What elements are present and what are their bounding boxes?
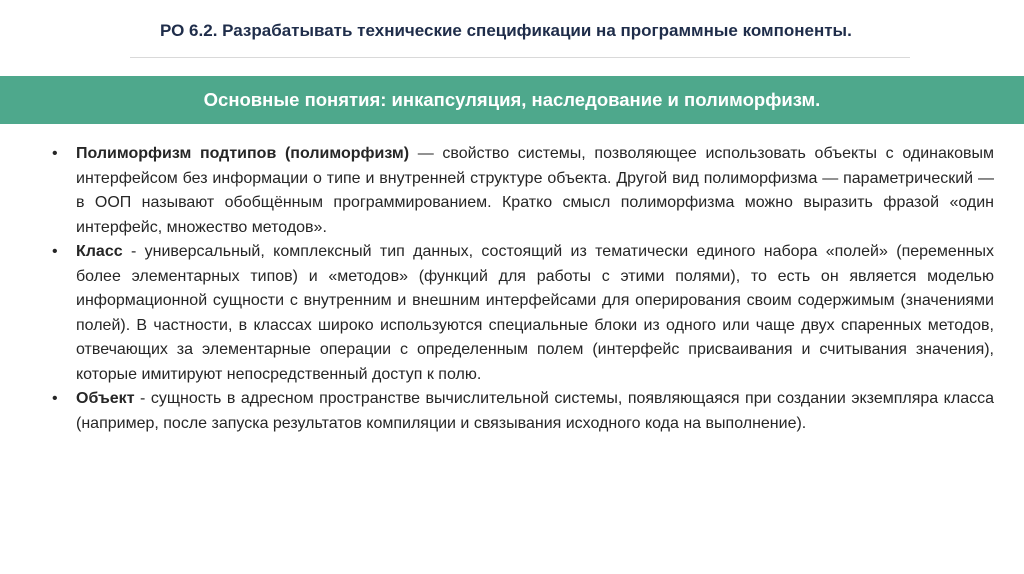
title-divider	[130, 57, 910, 58]
definition-class: - универсальный, комплексный тип данных, состоящий из тематически единого набора «полей» (переменных более элементарных типов) и «методов» (функций для работы с этими полями), то есть он является моделью информационной сущности с внутренним и внешним интерфейсами для оперирования своим содержимым (значениями полей). В частности, в классах широко используются специальные блоки из одного или чаще двух спаренных методов, отвечающих за элементарные операции с определенным полем (интерфейс присваивания и считывания значения), которые имитируют непосредственный доступ к полю.	[76, 243, 994, 383]
definition-polymorphism: — свойство системы, позволяющее использовать объекты с одинаковым интерфейсом без информации о типе и внутренней структуре объекта. Другой вид полиморфизма — параметрический — в ООП называют обобщённым программированием. Кратко смысл полиморфизма можно выразить фразой «один интерфейс, множество методов».	[76, 145, 994, 236]
bullet-marker: •	[52, 145, 58, 162]
bullet-marker: •	[52, 390, 58, 407]
bullet-marker: •	[52, 243, 58, 260]
content-body	[50, 142, 994, 436]
section-banner-title: Основные понятия: инкапсуляция, наследование и полиморфизм.	[203, 89, 821, 110]
bullet-item-polymorphism	[50, 142, 994, 240]
section-banner	[0, 76, 1024, 124]
bullet-list	[50, 142, 994, 436]
bullet-item-object	[50, 387, 994, 436]
page-title: РО 6.2. Разрабатывать технические спецификации на программные компоненты.	[160, 21, 852, 40]
term-class: Класс	[76, 243, 123, 260]
term-polymorphism: Полиморфизм подтипов (полиморфизм)	[76, 145, 410, 162]
bullet-item-class	[50, 240, 994, 387]
term-object: Объект	[76, 390, 135, 407]
definition-object: - сущность в адресном пространстве вычислительной системы, появляющаяся при создании экземпляра класса (например, после запуска результатов компиляции и связывания исходного кода на выполнение).	[76, 390, 994, 432]
